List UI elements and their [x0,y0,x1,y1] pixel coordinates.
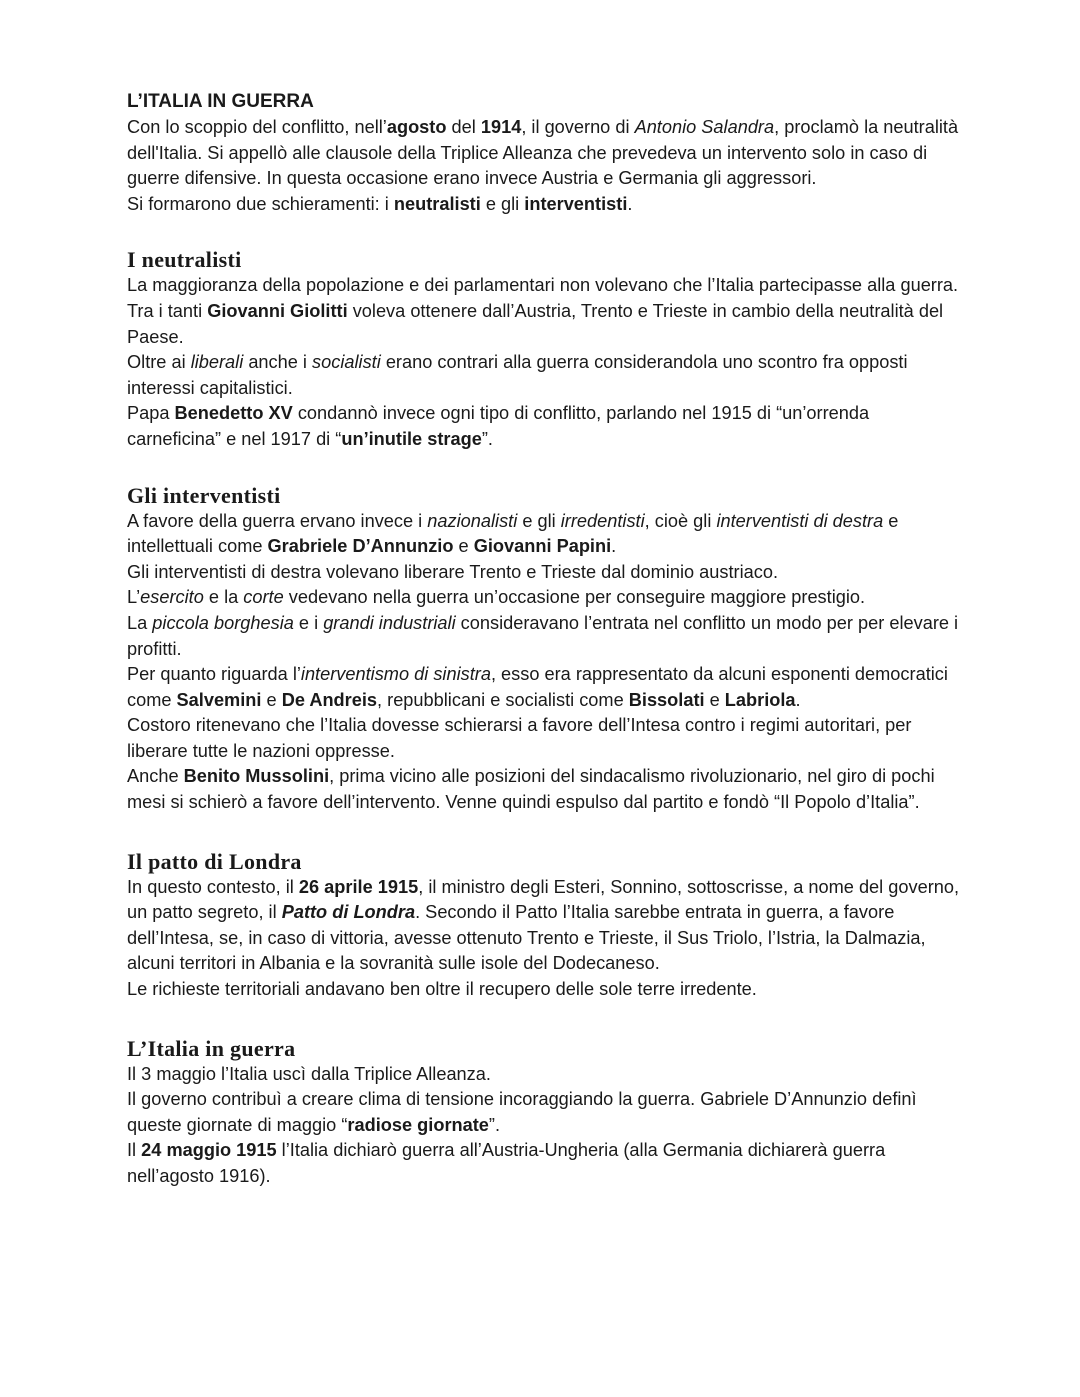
text-run: Il governo contribuì a creare clima di tensione incoraggiando la guerra. Gabriele D’Annunzio definì queste giornate di maggio “ [127,1089,917,1135]
section-paragraph [127,662,962,713]
spacer [127,217,962,247]
text-run: L’ [127,587,141,608]
text-run: anche i [243,352,313,373]
emphasis-bold-italic: Patto di Londra [281,902,416,923]
text-run: ”. [488,1114,501,1135]
text-run: Il 3 maggio l’Italia uscì dalla Triplice Alleanza. [127,1063,491,1084]
section-paragraph [127,401,962,452]
text-run: erano contrari alla guerra considerandola uno scontro fra opposti interessi capitalistici. [127,352,908,398]
emphasis-bold: De Andreis [281,689,378,710]
emphasis-bold: radiose giornate [347,1114,489,1135]
emphasis-bold: Benedetto XV [174,403,293,424]
section-neutralisti [127,247,962,452]
text-run: , cioè gli [644,510,717,531]
emphasis-italic: liberali [190,352,244,373]
text-run: e intellettuali come [127,510,899,557]
section-paragraph [127,875,962,977]
emphasis-italic: grandi industriali [323,612,456,633]
intro-paragraph [127,192,962,218]
text-run: condannò invece ogni tipo di conflitto, parlando nel 1915 di “un’orrenda carneficina” e nel 1917 di “ [127,403,870,449]
emphasis-italic: esercito [140,587,204,608]
intro-section [127,115,962,217]
section-heading: L’Italia in guerra [127,1035,296,1061]
section-paragraph [127,713,962,764]
section-paragraph [127,1087,962,1138]
text-run: e [704,689,725,710]
section-paragraph [127,1062,962,1088]
text-run: del [446,117,481,137]
text-run: , il governo di [521,117,635,137]
text-run: voleva ottenere dall’Austria, Trento e Trieste in cambio della neutralità del Paese. [127,300,944,347]
emphasis-italic: piccola borghesia [152,612,294,633]
text-run: . [627,193,633,214]
emphasis-bold: un’inutile strage [341,428,482,449]
section-paragraph [127,764,962,815]
section-paragraph [127,1138,962,1189]
emphasis-bold: 24 maggio 1915 [141,1140,277,1161]
emphasis-bold: 1914 [480,117,522,137]
text-run: , prima vicino alle posizioni del sindacalismo rivoluzionario, nel giro di pochi mesi si schierò a favore dell’intervento. Venne quindi espulso dal partito e fondò “Il Popolo d’Italia”. [127,766,935,813]
text-run: La maggioranza della popolazione e dei parlamentari non volevano che l’Italia partecipasse alla guerra. Tra i tanti [127,275,959,321]
text-run: e gli [480,193,525,214]
section-italia-in-guerra [127,1036,962,1190]
emphasis-italic: nazionalisti [427,510,518,531]
spacer [127,453,962,483]
text-run: Il [127,1140,142,1161]
text-run: , proclamò la neutralità dell'Italia. Si appellò alle clausole della Triplice Alleanza che prevedeva un intervento solo in caso di guerre difensive. In questa occasione erano invece Austria e Germania gli aggressori. [127,117,959,189]
intro-paragraph [127,115,962,192]
section-paragraph [127,350,962,401]
text-run: Anche [127,766,184,787]
text-run: , repubblicani e socialisti come [377,689,629,710]
text-run: Per quanto riguarda l’ [127,664,301,685]
emphasis-bold: Labriola [724,689,796,710]
emphasis-italic: interventisti di destra [716,510,884,531]
text-run: . [795,689,801,710]
text-run: , il ministro degli Esteri, Sonnino, sottoscrisse, a nome del governo, un patto segreto, il [127,876,960,923]
section-paragraph [127,509,962,560]
document-page [127,89,962,1190]
emphasis-bold: Bissolati [628,689,705,710]
emphasis-italic: irredentisti [560,510,645,531]
section-heading: I neutralisti [127,247,242,273]
emphasis-bold: Benito Mussolini [183,766,330,787]
emphasis-bold: agosto [386,117,447,137]
section-heading: Il patto di Londra [127,848,302,874]
text-run: Si formarono due schieramenti: i [127,193,394,214]
text-run: e [453,536,474,557]
text-run: Oltre ai [127,352,191,373]
text-run: A favore della guerra ervano invece i [127,510,428,531]
emphasis-italic: interventismo di sinistra [300,664,491,685]
section-paragraph [127,611,962,662]
text-run: Papa [127,403,175,424]
text-run: La [127,612,153,633]
section-paragraph [127,560,962,586]
text-run: consideravano l’entrata nel conflitto un modo per per elevare i profitti. [127,612,959,659]
emphasis-bold: Grabriele D’Annunzio [267,536,454,557]
text-run: vedevano nella guerra un’occasione per conseguire maggiore prestigio. [283,587,866,608]
emphasis-bold: interventisti [524,193,628,214]
text-run: e [261,689,282,710]
spacer [127,1003,962,1036]
text-run: ”. [481,428,493,449]
text-run: In questo contesto, il [127,876,299,897]
text-run: Le richieste territoriali andavano ben oltre il recupero delle sole terre irredente. [127,979,757,1000]
emphasis-bold: Giovanni Papini [473,536,612,557]
section-heading: Gli interventisti [127,482,281,508]
emphasis-italic: corte [243,587,284,608]
section-paragraph [127,977,962,1003]
emphasis-bold: 26 aprile 1915 [298,876,419,897]
section-paragraph [127,585,962,611]
emphasis-italic: Antonio Salandra [634,117,775,137]
text-run: Costoro ritenevano che l’Italia dovesse schierarsi a favore dell’Intesa contro i regimi autoritari, per liberare tutte le nazioni oppresse. [127,715,912,761]
text-run: Gli interventisti di destra volevano liberare Trento e Trieste dal dominio austriaco. [127,561,779,582]
emphasis-italic: socialisti [312,352,381,373]
text-run: e gli [517,510,561,531]
section-patto-di-londra [127,849,962,1003]
section-paragraph [127,273,962,350]
document-title: L’ITALIA IN GUERRA [127,91,314,112]
section-interventisti [127,483,962,816]
emphasis-bold: neutralisti [393,193,481,214]
emphasis-bold: Salvemini [176,689,262,710]
text-run: . [611,536,617,557]
spacer [127,816,962,849]
text-run: e i [293,612,324,633]
text-run: Con lo scoppio del conflitto, nell’ [127,117,387,137]
text-run: , esso era rappresentato da alcuni esponenti democratici come [127,664,948,710]
text-run: . Secondo il Patto l’Italia sarebbe entrata in guerra, a favore dell’Intesa, se, in caso di vittoria, avesse ottenuto Trento e Trieste, il Sus Triolo, l’Istria, la Dalmazia, alcuni territori in Albania e la sovranità sulle isole del Dodecaneso. [127,902,926,974]
text-run: e la [203,587,244,608]
text-run: l’Italia dichiarò guerra all’Austria-Ungheria (alla Germania dichiarerà guerra nell’agosto 1916). [127,1140,886,1186]
emphasis-bold: Giovanni Giolitti [207,300,348,321]
